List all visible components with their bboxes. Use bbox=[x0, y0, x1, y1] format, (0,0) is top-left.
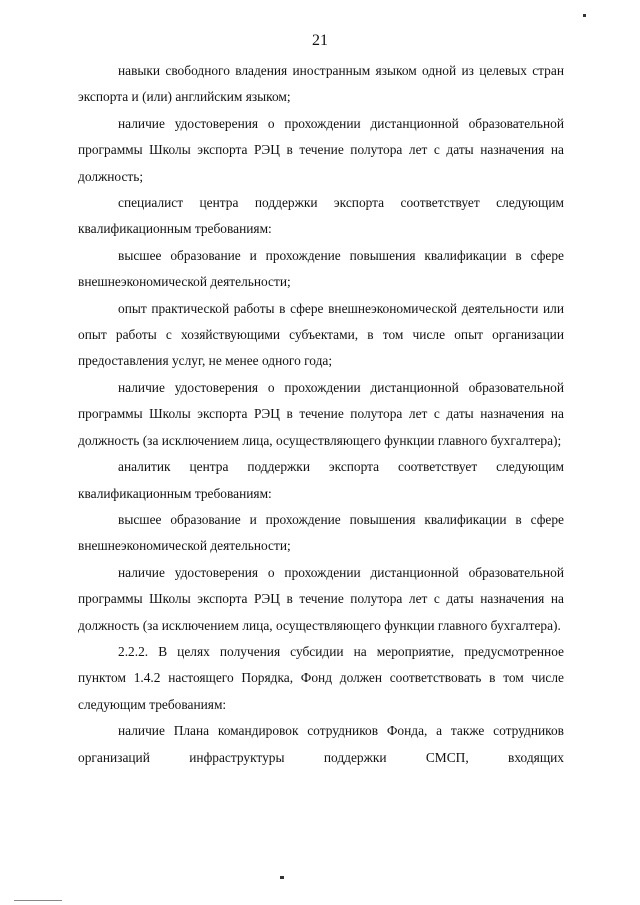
paragraph-11: наличие Плана командировок сотрудников Фонда, а также сотрудников организаций инфраструктуры поддержки СМСП, входящих bbox=[78, 723, 564, 765]
paragraph-1: навыки свободного владения иностранным языком одной из целевых стран экспорта и (или) английским языком; bbox=[78, 63, 564, 105]
paragraph-4: высшее образование и прохождение повышения квалификации в сфере внешнеэкономической деятельности; bbox=[78, 247, 564, 290]
paragraph-3: специалист центра поддержки экспорта соответствует следующим квалификационным требованиям: bbox=[78, 195, 564, 237]
scan-artifact-bottom bbox=[280, 876, 284, 879]
paragraph-8: высшее образование и прохождение повышения квалификации в сфере внешнеэкономической деятельности; bbox=[78, 511, 564, 554]
document-body bbox=[78, 58, 564, 771]
scan-artifact-top bbox=[583, 14, 586, 17]
paragraph-7: аналитик центра поддержки экспорта соответствует следующим квалификационным требованиям: bbox=[78, 459, 564, 501]
paragraph-5: опыт практической работы в сфере внешнеэкономической деятельности или опыт работы с хозяйствующими субъектами, в том числе опыт организации предоставления услуг, не менее одного года; bbox=[78, 300, 564, 369]
paragraph-2: наличие удостоверения о прохождении дистанционной образовательной программы Школы экспорта РЭЦ в течение полутора лет с даты назначения на должность; bbox=[78, 115, 564, 184]
paragraph-6: наличие удостоверения о прохождении дистанционной образовательной программы Школы экспорта РЭЦ в течение полутора лет с даты назначения на должность (за исключением лица, осуществляющего функции главного бухгалтера); bbox=[78, 379, 564, 448]
paragraph-9: наличие удостоверения о прохождении дистанционной образовательной программы Школы экспорта РЭЦ в течение полутора лет с даты назначения на должность (за исключением лица, осуществляющего функции главного бухгалтера). bbox=[78, 564, 564, 633]
page-number: 21 bbox=[312, 32, 328, 49]
scan-edge-line bbox=[14, 900, 62, 901]
paragraph-10: 2.2.2. В целях получения субсидии на мероприятие, предусмотренное пунктом 1.4.2 настоящего Порядка, Фонд должен соответствовать в том числе следующим требованиям: bbox=[78, 643, 564, 712]
